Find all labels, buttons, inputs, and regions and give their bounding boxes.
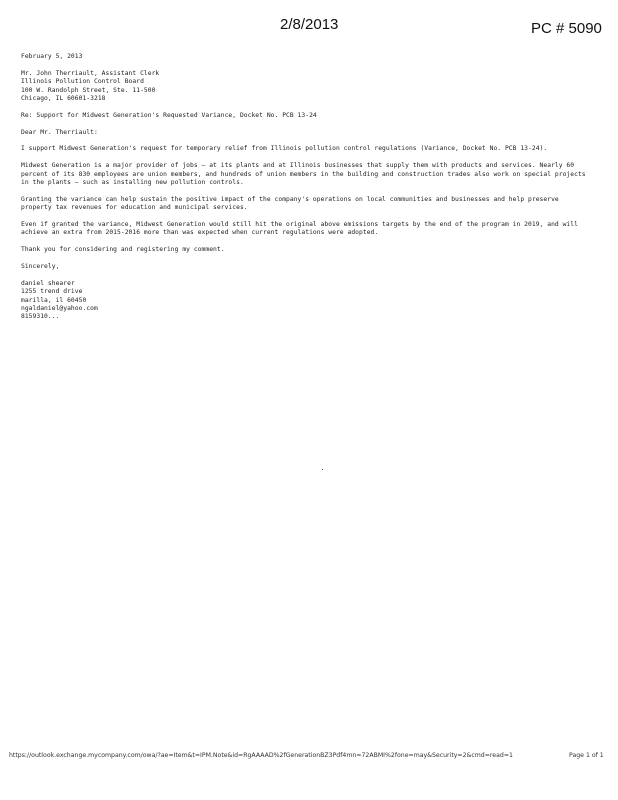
signature-block — [21, 280, 593, 322]
recipient-line: Illinois Pollution Control Board — [21, 78, 144, 86]
letter-body — [21, 53, 593, 322]
scan-speck — [322, 469, 323, 470]
letter-date: February 5, 2013 — [21, 53, 83, 60]
print-footer — [0, 752, 618, 764]
recipient-line: 100 W. Randolph Street, Ste. 11-500 — [21, 86, 156, 94]
signature-city: marilla, il 60450 — [21, 296, 87, 304]
recipient-line: Chicago, IL 60601-3218 — [21, 95, 106, 103]
closing: Sincerely, — [21, 263, 60, 271]
paragraph: I support Midwest Generation's request for temporary relief from Illinois pollution control regulations (Variance, Docket No. PCB 13-24). — [21, 145, 548, 153]
subject-line: Re: Support for Midwest Generation's Requested Variance, Docket No. PCB 13-24 — [21, 111, 317, 119]
recipient-line: Mr. John Therriault, Assistant Clerk — [21, 69, 160, 77]
paragraph: Thank you for considering and registering my comment. — [21, 246, 225, 254]
paragraph: Midwest Generation is a major provider of jobs – at its plants and at Illinois businesses that supply them with products and services. Nearly 60 percent of its 830 employees are union members, and hundreds of union members in the building and construction trades also work on special projects in the plants – such as installing new pollution controls. — [21, 162, 586, 187]
signature-name: daniel shearer — [21, 279, 75, 287]
pc-number: PC # 5090 — [531, 20, 602, 37]
recipient-address — [21, 70, 593, 104]
paragraph: Even if granted the variance, Midwest Generation would still hit the original above emissions targets by the end of the program in 2019, and will achieve an extra from 2015-2016 more than was expected when current regulations were adopted. — [21, 221, 578, 237]
signature-street: 1255 trend drive — [21, 288, 83, 296]
signature-email: ngaldaniel@yahoo.com — [21, 305, 98, 313]
footer-page-number: Page 1 of 1 — [569, 752, 604, 759]
paragraph: Granting the variance can help sustain the positive impact of the company's operations on local communities and businesses and help preserve property tax revenues for education and municipal services. — [21, 195, 559, 212]
fax-date: 2/8/2013 — [280, 16, 339, 33]
footer-url: https://outlook.exchange.mycompany.com/owa/?ae=Item&t=IPM.Note&id=RgAAAAD%2fGenerationBZ3Pdf4mn=72ABMI%2fone=may&Security=2&cmd=read=1 — [9, 752, 513, 759]
salutation: Dear Mr. Therriault: — [21, 128, 98, 136]
signature-phone: 8159310... — [21, 313, 60, 321]
fax-header — [0, 16, 618, 46]
